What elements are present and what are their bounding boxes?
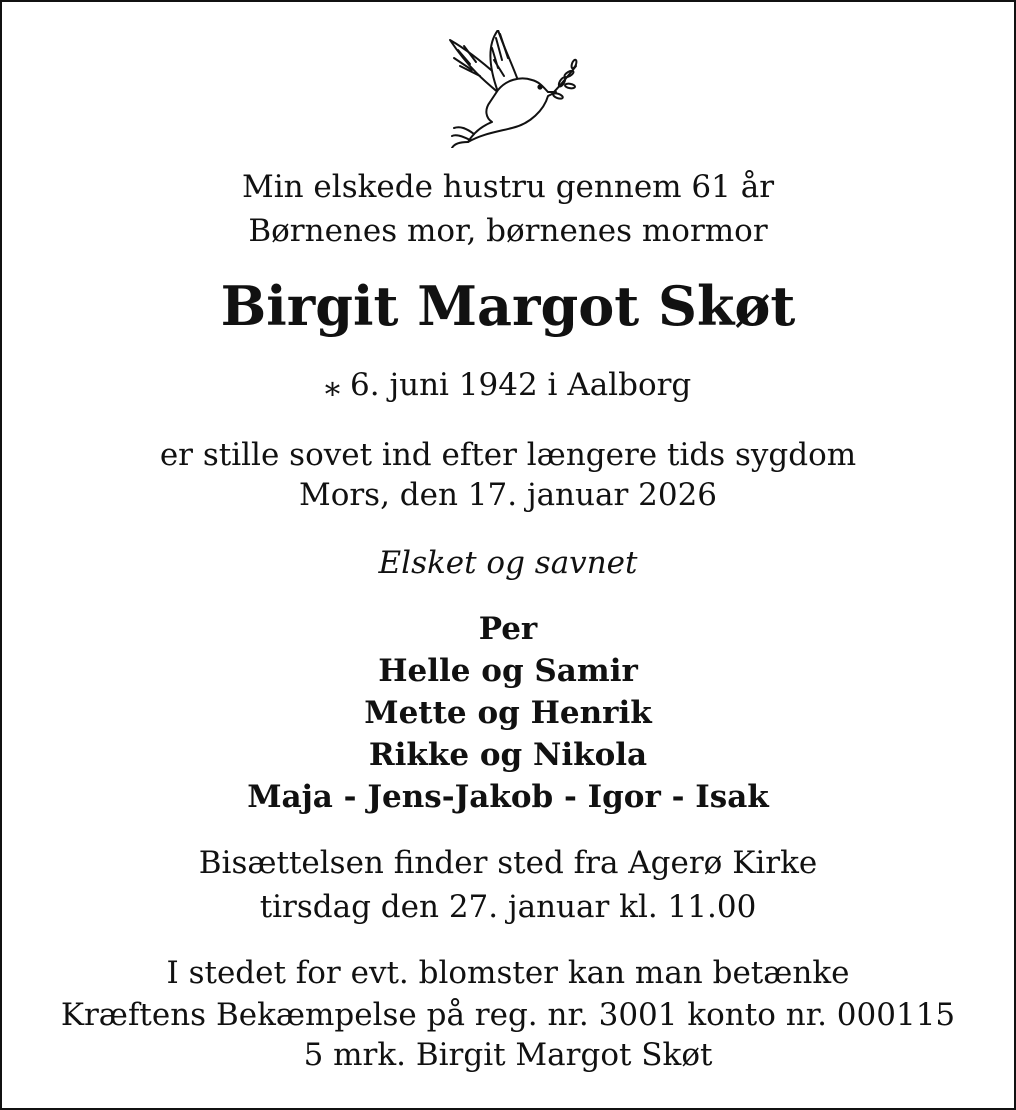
intro-line-1: Min elskede hustru gennem 61 år bbox=[241, 169, 775, 205]
dove-icon bbox=[440, 30, 580, 148]
ceremony-line-2: tirsdag den 27. januar kl. 11.00 bbox=[259, 889, 757, 925]
family-line-5: Maja - Jens-Jakob - Igor - Isak bbox=[247, 779, 769, 815]
ceremony-line-1: Bisættelsen finder sted fra Agerø Kirke bbox=[198, 845, 818, 881]
family-line-2: Helle og Samir bbox=[378, 653, 638, 689]
donation-line-2: Kræftens Bekæmpelse på reg. nr. 3001 konto nr. 000115 bbox=[60, 997, 956, 1033]
intro-line-2: Børnenes mor, børnenes mormor bbox=[248, 213, 768, 249]
donation-line-3: 5 mrk. Birgit Margot Skøt bbox=[303, 1037, 713, 1073]
passing-line-2: Mors, den 17. januar 2026 bbox=[298, 477, 718, 513]
deceased-name: Birgit Margot Skøt bbox=[220, 274, 796, 338]
donation-line-1: I stedet for evt. blomster kan man betænke bbox=[166, 955, 850, 991]
passing-line-1: er stille sovet ind efter længere tids sygdom bbox=[159, 437, 857, 473]
birth-line: ⁎ 6. juni 1942 i Aalborg bbox=[324, 367, 692, 403]
family-line-1: Per bbox=[478, 611, 538, 647]
family-line-3: Mette og Henrik bbox=[364, 695, 652, 731]
family-line-4: Rikke og Nikola bbox=[368, 737, 648, 773]
tagline: Elsket og savnet bbox=[378, 545, 638, 581]
